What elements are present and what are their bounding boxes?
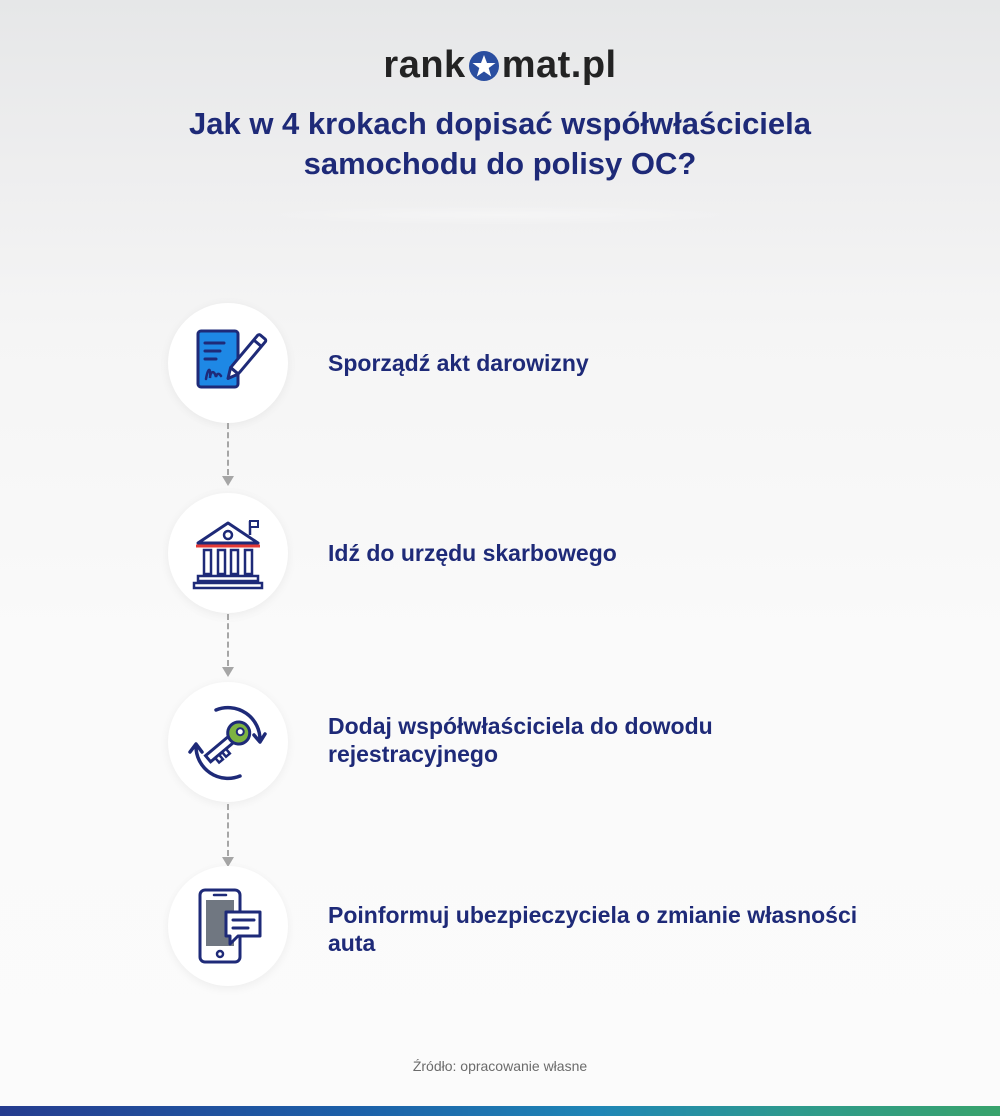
key-exchange-icon bbox=[188, 702, 268, 782]
logo-text-prefix: rank bbox=[383, 44, 466, 86]
signed-document-icon bbox=[188, 323, 268, 403]
step-2-badge bbox=[168, 493, 288, 613]
title-divider-glow bbox=[250, 205, 750, 225]
brand-logo bbox=[0, 42, 1000, 88]
step-2-label: Idź do urzędu skarbowego bbox=[328, 540, 617, 566]
page-title-line-2: samochodu do polisy OC? bbox=[303, 146, 697, 181]
logo-text-suffix: mat.pl bbox=[501, 44, 617, 86]
source-note: Źródło: opracowanie własne bbox=[412, 1058, 588, 1074]
bottom-gradient-bar bbox=[0, 1106, 1000, 1116]
page-title-line-1: Jak w 4 krokach dopisać współwłaściciela bbox=[188, 106, 812, 141]
phone-message-icon bbox=[188, 886, 268, 966]
step-4-badge bbox=[168, 866, 288, 986]
step-3-badge bbox=[168, 682, 288, 802]
step-4-label: Poinformuj ubezpieczyciela o zmianie własności auta bbox=[328, 902, 858, 956]
step-1-badge bbox=[168, 303, 288, 423]
tax-office-building-icon bbox=[188, 513, 268, 593]
step-3-label: Dodaj współwłaściciela do dowodu rejestracyjnego bbox=[328, 713, 713, 767]
page-title bbox=[0, 104, 1000, 184]
step-1-label: Sporządź akt darowizny bbox=[328, 350, 589, 376]
star-logo-icon bbox=[467, 48, 501, 82]
